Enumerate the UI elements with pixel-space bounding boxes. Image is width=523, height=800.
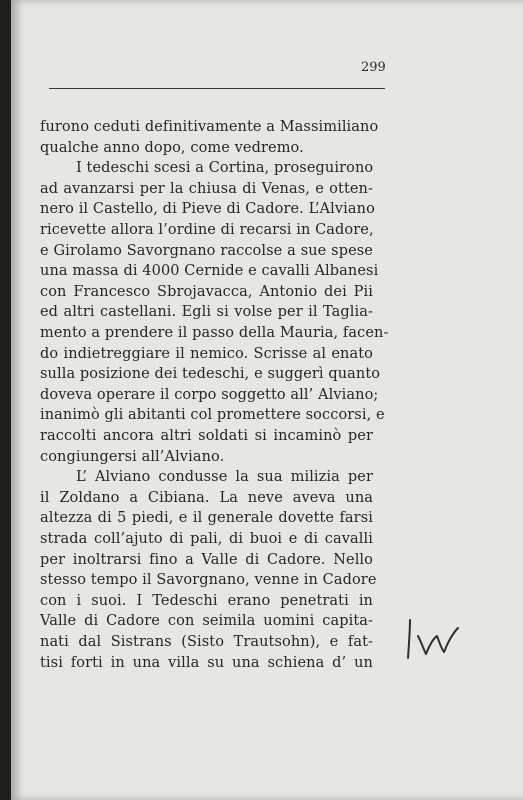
text-line: furono ceduti definitivamente a Massimiliano — [40, 119, 379, 135]
text-line: nati dal Sistrans (Sisto Trautsohn), e fat- — [40, 634, 373, 650]
text-line: ricevette allora l’ordine di recarsi in Cadore, — [40, 222, 374, 238]
text-line: ad avanzarsi per la chiusa di Venas, e otten- — [40, 180, 373, 197]
text-line: ed altri castellani. Egli si volse per il Taglia- — [40, 304, 373, 321]
text-line: L’ Alviano condusse la sua milizia per — [76, 469, 373, 486]
text-line: I tedeschi scesi a Cortina, proseguirono — [76, 160, 374, 177]
text-line: tisi forti in una villa su una schiena d’ un — [40, 654, 373, 671]
text-line: una massa di 4000 Cernide e cavalli Albanesi — [40, 263, 379, 280]
text-line: raccolti ancora altri soldati si incaminò per — [40, 428, 373, 444]
text-line: con Francesco Sbrojavacca, Antonio dei Pii — [40, 283, 373, 300]
text-line: mento a prendere il passo della Mauria, facen- — [40, 325, 389, 341]
header-rule — [49, 88, 385, 89]
text-line: e Girolamo Savorgnano raccolse a sue spese — [40, 242, 373, 259]
text-line: sulla posizione dei tedeschi, e suggerì quanto — [40, 366, 381, 383]
text-line: stesso tempo il Savorgnano, venne in Cadore — [40, 572, 377, 589]
text-line: per inoltrarsi fino a Valle di Cadore. Nello — [40, 551, 373, 568]
text-line: qualche anno dopo, come vedremo. — [40, 139, 304, 156]
text-line: altezza di 5 piedi, e il generale dovette farsi — [40, 510, 373, 527]
text-line: doveva operare il corpo soggetto all’ Alviano; — [40, 386, 379, 403]
text-line: strada coll’ajuto di pali, di buoi e di cavalli — [40, 531, 373, 547]
page-number: 299 — [361, 60, 386, 75]
text-line: con i suoi. I Tedeschi erano penetrati in — [40, 592, 373, 609]
handwritten-margin-note — [404, 616, 464, 662]
book-page — [11, 0, 523, 800]
text-line: nero il Castello, di Pieve di Cadore. L’Alviano — [40, 201, 375, 218]
text-line: congiungersi all’Alviano. — [40, 448, 225, 465]
body-text — [11, 117, 523, 697]
text-line: Valle di Cadore con seimila uomini capita- — [40, 613, 373, 630]
text-line: inanimò gli abitanti col promettere soccorsi, e — [40, 407, 385, 424]
text-line: do indietreggiare il nemico. Scrisse al enato — [40, 345, 373, 362]
text-line: il Zoldano a Cibiana. La neve aveva una — [40, 489, 373, 506]
